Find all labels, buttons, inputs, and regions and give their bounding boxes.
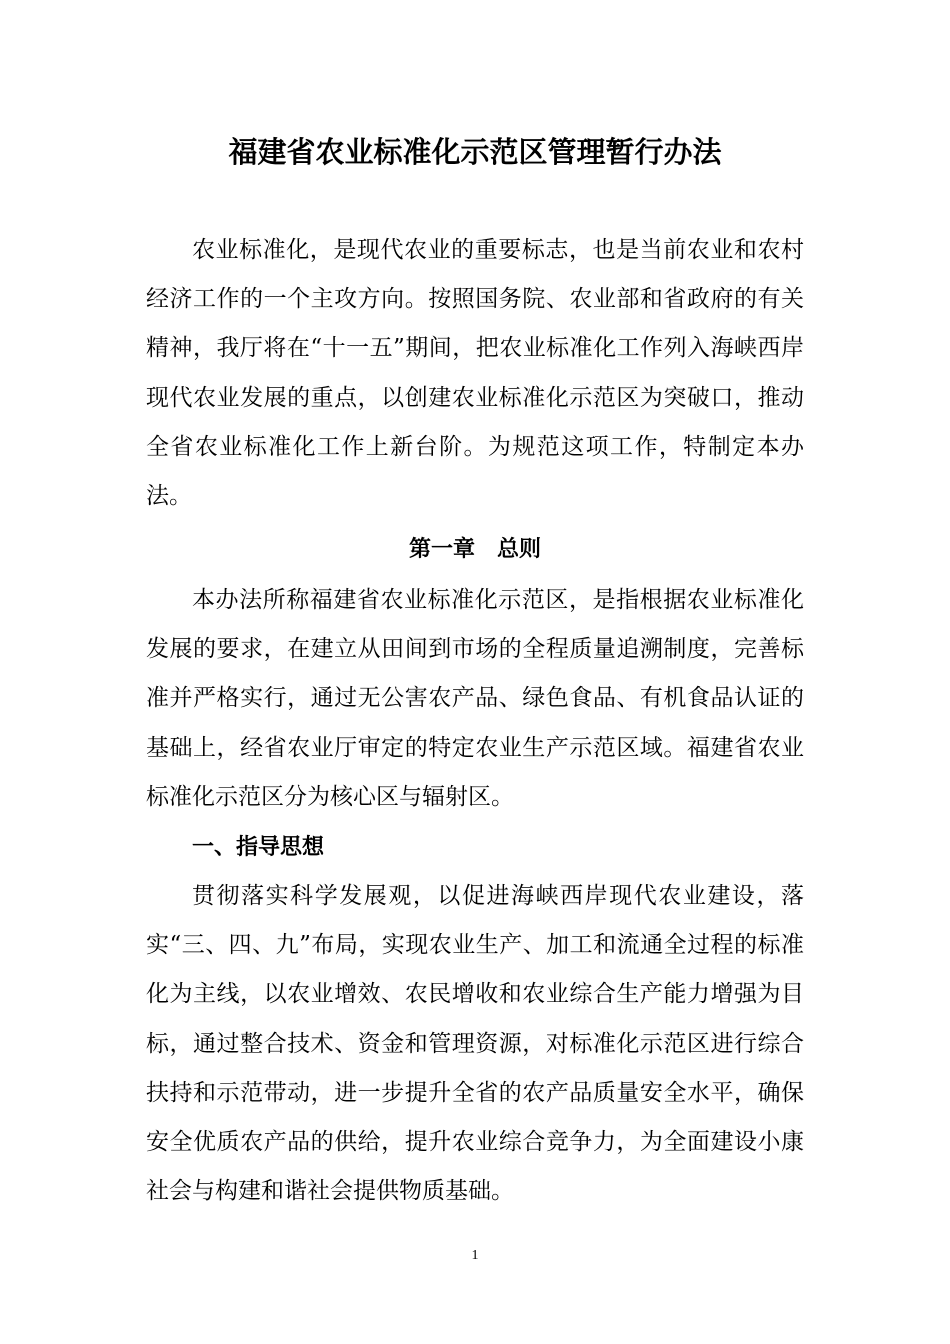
- chapter-heading: 第一章 总则: [408, 537, 541, 562]
- intro-paragraph: 农业标准化，是现代农业的重要标志，也是当前农业和农村经济工作的一个主攻方向。按照国务院、农业部和省政府的有关精神，我厅将在“十一五”期间，把农业标准化工作列入海峡西岸现代农业发展的重点，以创建农业标准化示范区为突破口，推动全省农业标准化工作上新台阶。为规范这项工作，特制定本办法。: [146, 237, 804, 510]
- document-title: 福建省农业标准化示范区管理暂行办法: [228, 135, 722, 169]
- page-number: 1: [471, 1248, 479, 1263]
- section-heading: 一、指导思想: [192, 835, 325, 860]
- chapter-paragraph: 本办法所称福建省农业标准化示范区，是指根据农业标准化发展的要求，在建立从田间到市场的全程质量追溯制度，完善标准并严格实行，通过无公害农产品、绿色食品、有机食品认证的基础上，经省农业厅审定的特定农业生产示范区域。福建省农业标准化示范区分为核心区与辐射区。: [146, 587, 804, 810]
- section-paragraph: 贯彻落实科学发展观，以促进海峡西岸现代农业建设，落实“三、四、九”布局，实现农业生产、加工和流通全过程的标准化为主线，以农业增效、农民增收和农业综合生产能力增强为目标，通过整合技术、资金和管理资源，对标准化示范区进行综合扶持和示范带动，进一步提升全省的农产品质量安全水平，确保安全优质农产品的供给，提升农业综合竞争力，为全面建设小康社会与构建和谐社会提供物质基础。: [146, 883, 804, 1205]
